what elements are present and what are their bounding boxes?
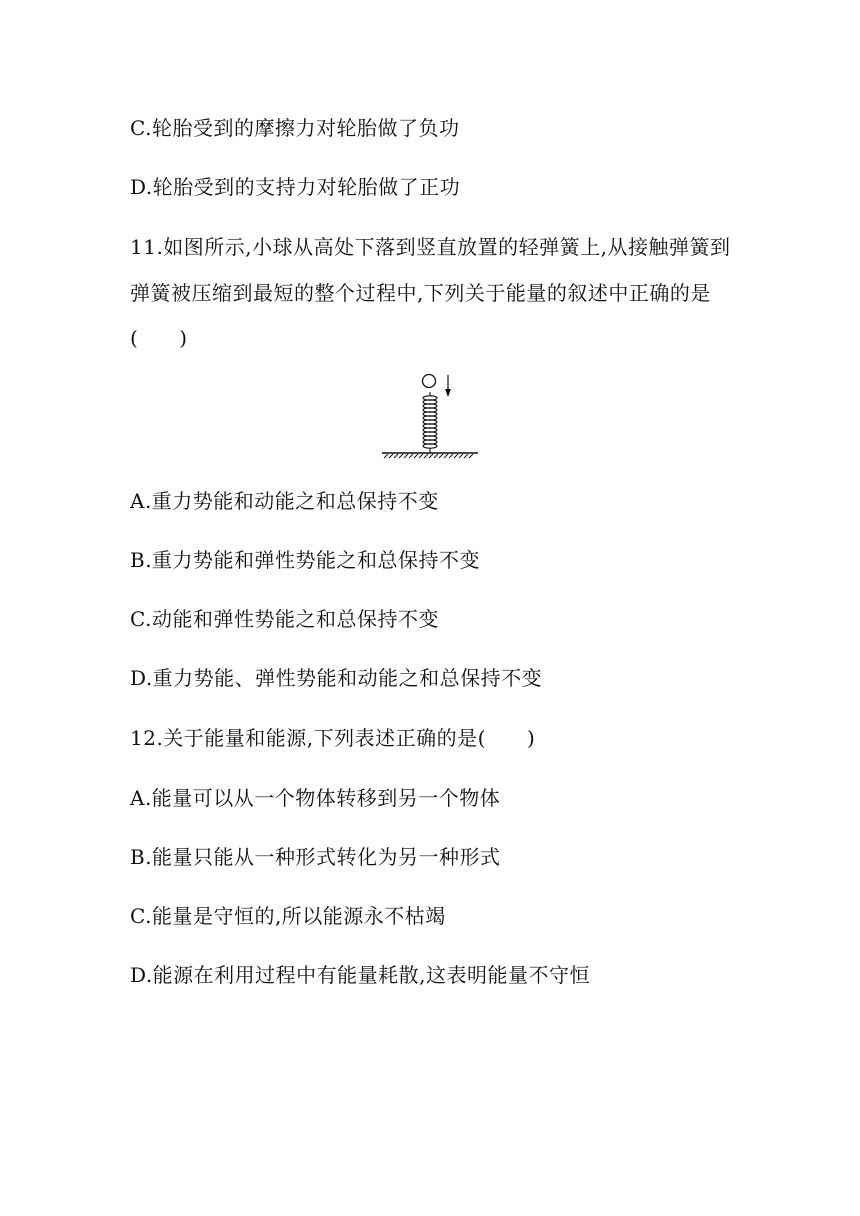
q12-option-c: C.能量是守恒的,所以能源永不枯竭 <box>130 904 446 928</box>
q11-option-b: B.重力势能和弹性势能之和总保持不变 <box>130 548 481 572</box>
q10-option-d: D.轮胎受到的支持力对轮胎做了正功 <box>130 175 461 199</box>
q11-answer-blank: ( ) <box>130 326 188 350</box>
q11-option-a: A.重力势能和动能之和总保持不变 <box>130 489 439 513</box>
ground <box>382 453 478 458</box>
ball <box>423 375 436 388</box>
q10-option-c: C.轮胎受到的摩擦力对轮胎做了负功 <box>130 116 460 140</box>
q12-stem: 12.关于能量和能源,下列表述正确的是( ) <box>130 726 536 750</box>
down-arrow-icon <box>445 375 451 397</box>
q11-stem-line-2: 弹簧被压缩到最短的整个过程中,下列关于能量的叙述中正确的是 <box>130 281 711 305</box>
q12-option-a: A.能量可以从一个物体转移到另一个物体 <box>130 786 501 810</box>
q11-option-d: D.重力势能、弹性势能和动能之和总保持不变 <box>130 666 543 690</box>
q12-option-b: B.能量只能从一种形式转化为另一种形式 <box>130 845 501 869</box>
q11-option-c: C.动能和弹性势能之和总保持不变 <box>130 607 439 631</box>
q11-stem-line-1: 11.如图所示,小球从高处下落到竖直放置的轻弹簧上,从接触弹簧到 <box>130 235 731 259</box>
q12-option-d: D.能源在利用过程中有能量耗散,这表明能量不守恒 <box>130 963 591 987</box>
spring-ball-diagram <box>380 370 480 462</box>
spring <box>423 392 437 453</box>
